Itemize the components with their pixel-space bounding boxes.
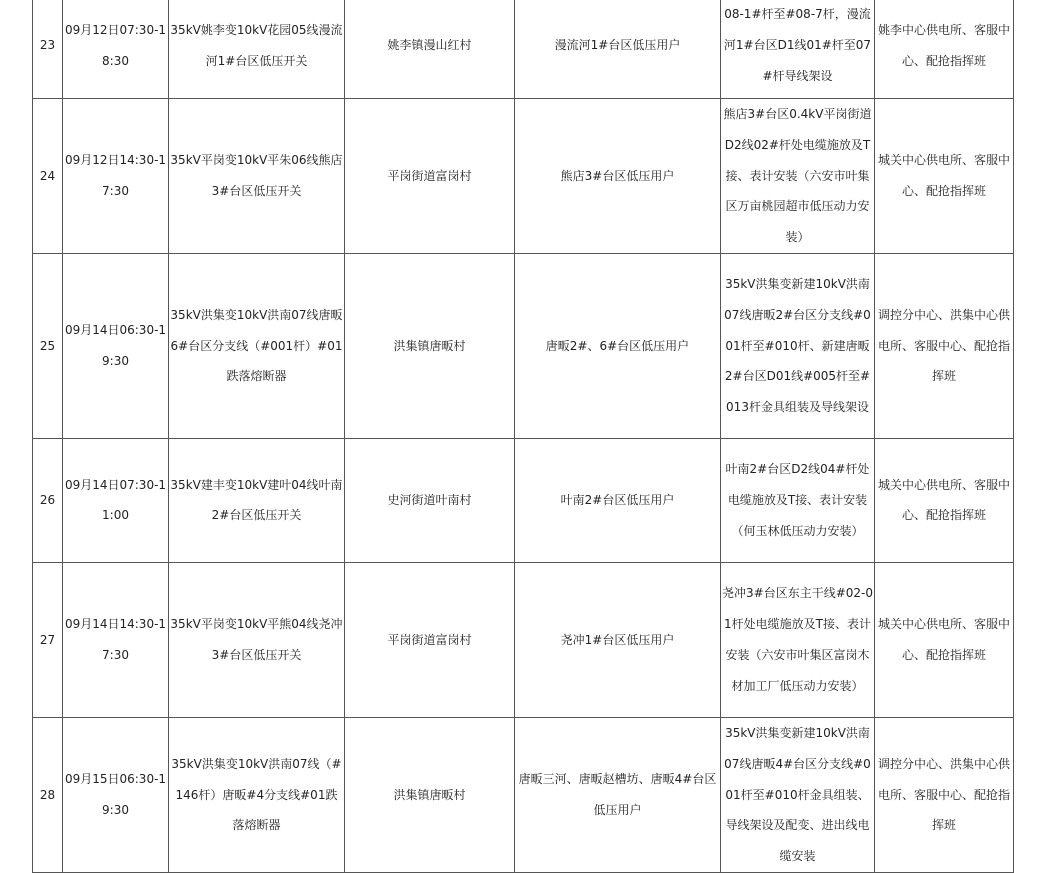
outage-schedule-table [32,0,1014,873]
responsible-unit-cell: 城关中心供电所、客服中心、配抢指挥班 [875,438,1014,562]
switch-device-cell: 35kV洪集变10kV洪南07线（#146杆）唐畈#4分支线#01跌落熔断器 [169,717,345,872]
town-village-cell: 史河街道叶南村 [345,438,515,562]
responsible-unit-cell: 调控分中心、洪集中心供电所、客服中心、配抢指挥班 [875,717,1014,872]
switch-device-cell: 35kV平岗变10kV平熊04线尧冲3#台区低压开关 [169,562,345,717]
table-row [33,0,1014,99]
table-row [33,99,1014,254]
responsible-unit-cell: 姚李中心供电所、客服中心、配抢指挥班 [875,0,1014,99]
work-content-cell: 尧冲3#台区东主干线#02-01杆处电缆施放及T接、表计安装（六安市叶集区富岗木材加工厂低压动力安装） [721,562,875,717]
outage-time-cell: 09月14日14:30-17:30 [63,562,169,717]
row-number-cell: 28 [33,717,63,872]
work-content-cell: 熊店3#台区0.4kV平岗街道D2线02#杆处电缆施放及T接、表计安装（六安市叶集区万亩桃园超市低压动力安装） [721,99,875,254]
work-content-cell: 35kV洪集变新建10kV洪南07线唐畈2#台区分支线#001杆至#010杆、新建唐畈2#台区D01线#005杆至#013杆金具组装及导线架设 [721,253,875,438]
town-village-cell: 姚李镇漫山红村 [345,0,515,99]
table-row [33,717,1014,872]
town-village-cell: 平岗街道富岗村 [345,562,515,717]
town-village-cell: 洪集镇唐畈村 [345,717,515,872]
table-row [33,562,1014,717]
table-row [33,253,1014,438]
row-number-cell: 24 [33,99,63,254]
row-number-cell: 25 [33,253,63,438]
affected-users-cell: 叶南2#台区低压用户 [515,438,721,562]
row-number-cell: 23 [33,0,63,99]
responsible-unit-cell: 城关中心供电所、客服中心、配抢指挥班 [875,562,1014,717]
outage-time-cell: 09月12日07:30-18:30 [63,0,169,99]
affected-users-cell: 熊店3#台区低压用户 [515,99,721,254]
row-number-cell: 27 [33,562,63,717]
affected-users-cell: 漫流河1#台区低压用户 [515,0,721,99]
responsible-unit-cell: 调控分中心、洪集中心供电所、客服中心、配抢指挥班 [875,253,1014,438]
switch-device-cell: 35kV姚李变10kV花园05线漫流河1#台区低压开关 [169,0,345,99]
work-content-cell: 35kV洪集变新建10kV洪南07线唐畈4#台区分支线#001杆至#010杆金具组装、导线架设及配变、进出线电缆安装 [721,717,875,872]
switch-device-cell: 35kV平岗变10kV平朱06线熊店3#台区低压开关 [169,99,345,254]
switch-device-cell: 35kV建丰变10kV建叶04线叶南2#台区低压开关 [169,438,345,562]
affected-users-cell: 尧冲1#台区低压用户 [515,562,721,717]
row-number-cell: 26 [33,438,63,562]
town-village-cell: 平岗街道富岗村 [345,99,515,254]
outage-time-cell: 09月14日07:30-11:00 [63,438,169,562]
switch-device-cell: 35kV洪集变10kV洪南07线唐畈6#台区分支线（#001杆）#01跌落熔断器 [169,253,345,438]
responsible-unit-cell: 城关中心供电所、客服中心、配抢指挥班 [875,99,1014,254]
work-content-cell: 08-1#杆至#08-7杆，漫流河1#台区D1线01#杆至07#杆导线架设 [721,0,875,99]
outage-time-cell: 09月15日06:30-19:30 [63,717,169,872]
affected-users-cell: 唐畈三河、唐畈赵槽坊、唐畈4#台区低压用户 [515,717,721,872]
town-village-cell: 洪集镇唐畈村 [345,253,515,438]
table-row [33,438,1014,562]
work-content-cell: 叶南2#台区D2线04#杆处电缆施放及T接、表计安装（何玉林低压动力安装） [721,438,875,562]
outage-time-cell: 09月12日14:30-17:30 [63,99,169,254]
affected-users-cell: 唐畈2#、6#台区低压用户 [515,253,721,438]
outage-time-cell: 09月14日06:30-19:30 [63,253,169,438]
